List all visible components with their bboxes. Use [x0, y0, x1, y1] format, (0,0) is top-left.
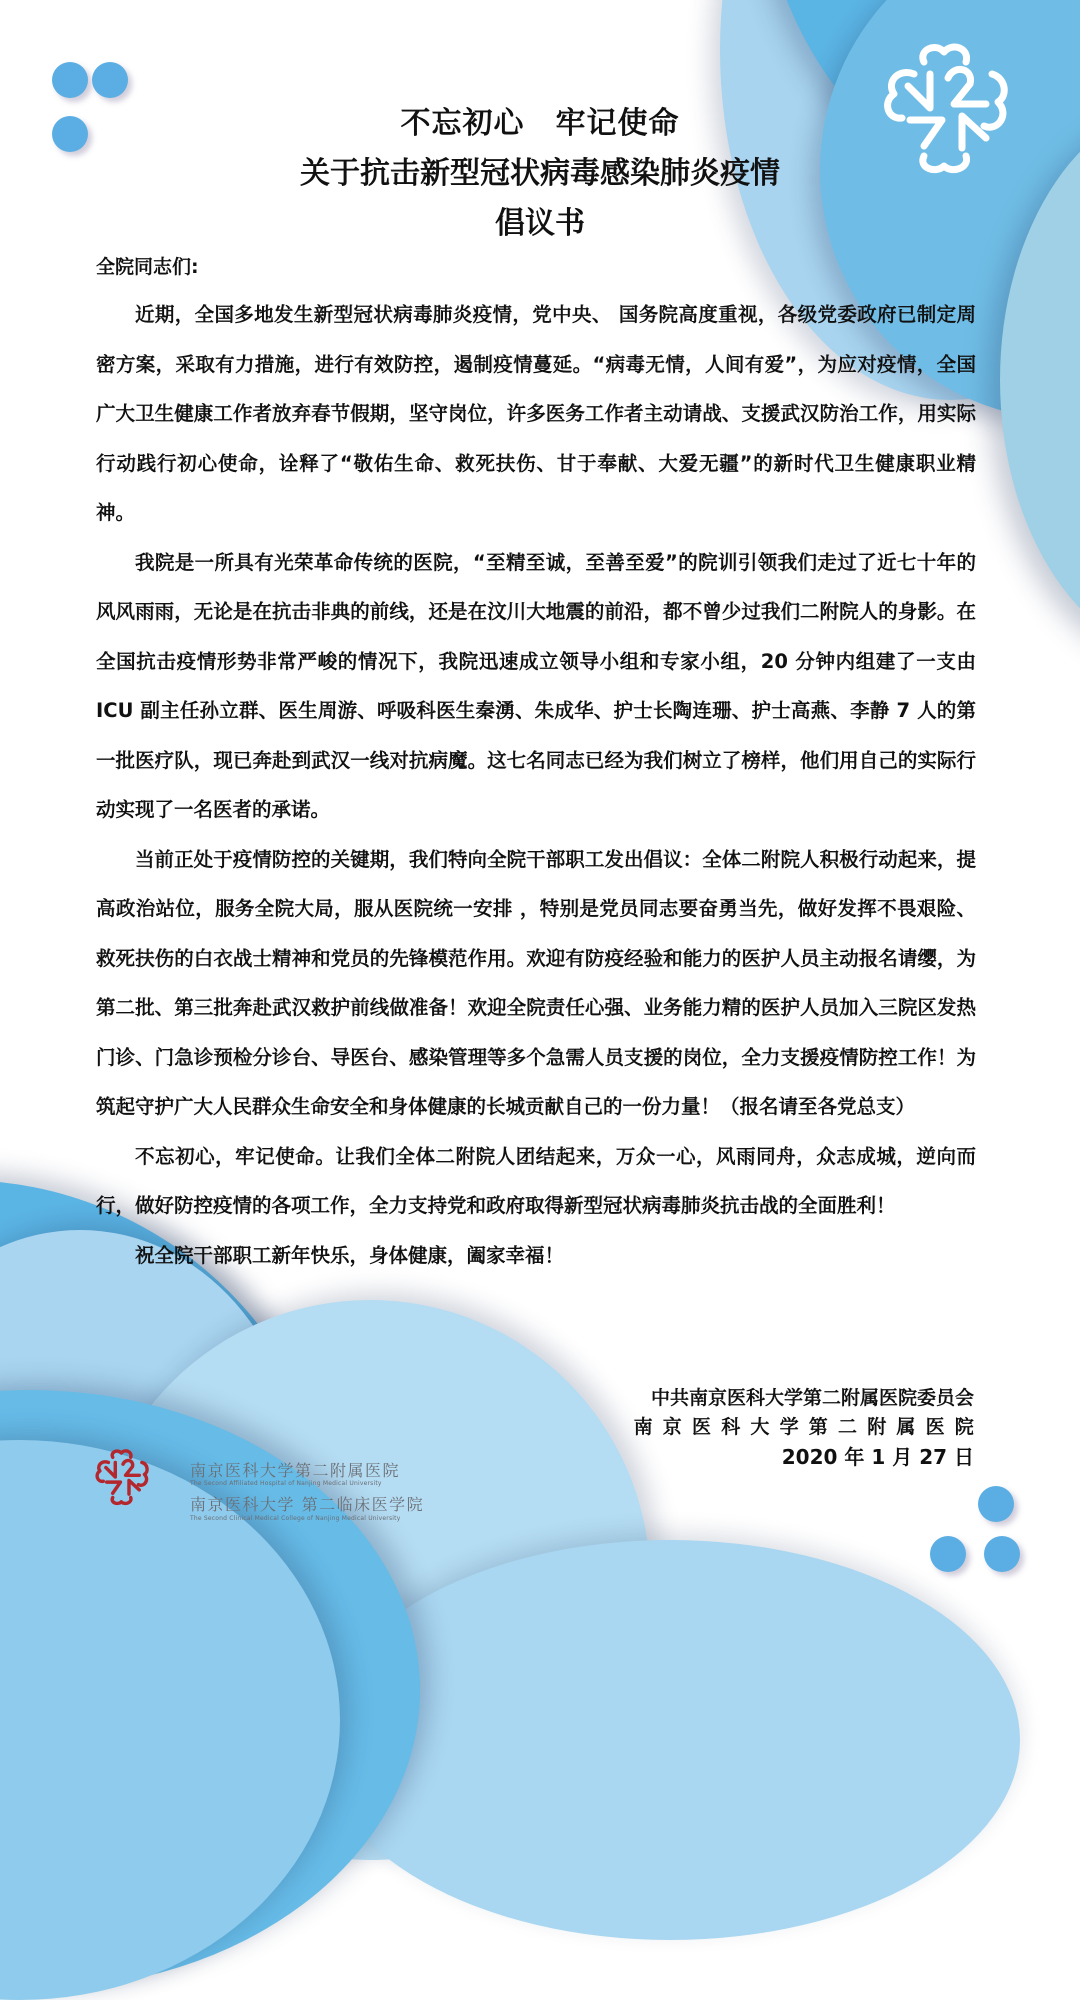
- salutation: 全院同志们:: [96, 256, 199, 278]
- paragraph: 祝全院干部职工新年快乐，身体健康，阖家幸福！: [135, 1243, 565, 1267]
- paragraph: 不忘初心，牢记使命。让我们全体二附院人团结起来，万众一心，风雨同舟，众志成城，逆向而行，做好防控疫情的各项工作，全力支持党和政府取得新型冠状病毒肺炎抗击战的全面胜利！: [96, 1144, 976, 1217]
- title-slogan: 不忘初心 牢记使命: [400, 106, 680, 141]
- title-doc-type: 倡议书: [495, 206, 585, 241]
- college-name-en: The Second Clinical Medical College of Nanjing Medical University: [190, 1515, 401, 1522]
- institution-name-cn: 南京医科大学第二附属医院: [190, 1461, 401, 1480]
- signature-party-committee: 中共南京医科大学第二附属医院委员会: [650, 1387, 974, 1409]
- institution-name-en: The Second Affiliated Hospital of Nanjing Medical University: [190, 1480, 382, 1487]
- paragraph: 近期，全国多地发生新型冠状病毒肺炎疫情，党中央、 国务院高度重视，各级党委政府已制定周密方案，采取有力措施，进行有效防控，遏制疫情蔓延。“病毒无情，人间有爱”，为应对疫情，全国广大卫生健康工作者放弃春节假期，坚守岗位，许多医务工作者主动请战、支援武汉防治工作，用实际行动践行初心使命，诠释了“敬佑生命、救死扶伤、甘于奉献、大爱无疆”的新时代卫生健康职业精神。: [96, 303, 976, 524]
- signature-date: 2020 年 1 月 27 日: [781, 1445, 974, 1469]
- decor-dot: [92, 62, 128, 98]
- letter-body: [96, 290, 976, 1280]
- paragraph: 我院是一所具有光荣革命传统的医院，“至精至诚，至善至爱”的院训引领我们走过了近七十年的风风雨雨，无论是在抗击非典的前线，还是在汶川大地震的前沿，都不曾少过我们二附院人的身影。在全国抗击疫情形势非常严峻的情况下，我院迅速成立领导小组和专家小组，20 分钟内组建了一支由 ICU 副主任孙立群、医生周游、呼吸科医生秦湧、朱成华、护士长陶连珊、护士高燕、李静 7 人的第一批医疗队，现已奔赴到武汉一线对抗病魔。这七名同志已经为我们树立了榜样，他们用自己的实际行动实现了一名医者的承诺。: [96, 550, 976, 821]
- paragraph: 当前正处于疫情防控的关键期，我们特向全院干部职工发出倡议：全体二附院人积极行动起来，提高政治站位，服务全院大局，服从医院统一安排 ，特别是党员同志要奋勇当先，做好发挥不畏艰险、救死扶伤的白衣战士精神和党员的先锋模范作用。欢迎有防疫经验和能力的医护人员主动报名请缨，为第二批、第三批奔赴武汉救护前线做准备！欢迎全院责任心强、业务能力精的医护人员加入三院区发热门诊、门急诊预检分诊台、导医台、感染管理等多个急需人员支援的岗位，全力支援疫情防控工作！为筑起守护广大人民群众生命安全和身体健康的长城贡献自己的一份力量！（报名请至各党总支）: [96, 847, 976, 1118]
- title-subject: 关于抗击新型冠状病毒感染肺炎疫情: [300, 156, 780, 191]
- college-name-cn: 南京医科大学 第二临床医学院: [190, 1495, 425, 1514]
- clover-logo-icon: [93, 1442, 153, 1512]
- signature-hospital: 南京医科大学第二附属医院: [633, 1416, 984, 1438]
- decor-wave-bottom: [320, 1540, 1020, 1940]
- decor-dot: [978, 1486, 1014, 1522]
- decor-dot: [52, 62, 88, 98]
- decor-dot: [984, 1536, 1020, 1572]
- decor-dot: [930, 1536, 966, 1572]
